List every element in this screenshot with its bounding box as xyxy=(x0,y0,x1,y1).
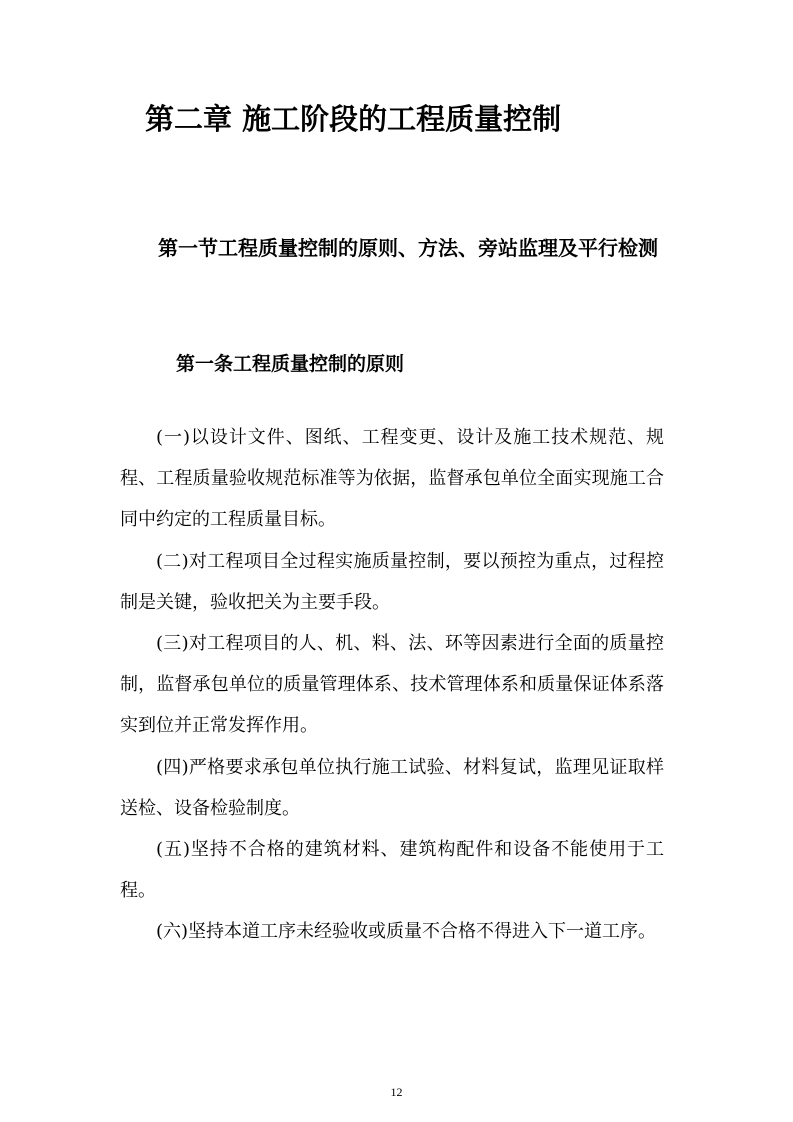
principle-paragraph-3: (三)对工程项目的人、机、料、法、环等因素进行全面的质量控制，监督承包单位的质量管理体系、技术管理体系和质量保证体系落实到位并正常发挥作用。 xyxy=(120,633,664,737)
page-number: 12 xyxy=(390,1085,403,1099)
principle-paragraph-5: (五)坚持不合格的建筑材料、建筑构配件和设备不能使用于工程。 xyxy=(120,839,664,902)
article-title: 第一条工程质量控制的原则 xyxy=(176,353,405,375)
chapter-title: 第二章 施工阶段的工程质量控制 xyxy=(145,102,562,136)
principle-paragraph-4: (四)严格要求承包单位执行施工试验、材料复试，监理见证取样送检、设备检验制度。 xyxy=(120,756,664,819)
article-body xyxy=(120,417,664,953)
principle-paragraph-6: (六)坚持本道工序未经验收或质量不合格不得进入下一道工序。 xyxy=(156,921,657,943)
principle-paragraph-1: (一)以设计文件、图纸、工程变更、设计及施工技术规范、规程、工程质量验收规范标准等为依据，监督承包单位全面实现施工合同中约定的工程质量目标。 xyxy=(120,427,664,531)
principle-paragraph-2: (二)对工程项目全过程实施质量控制，要以预控为重点，过程控制是关键，验收把关为主要手段。 xyxy=(120,550,664,613)
section-title: 第一节工程质量控制的原则、方法、旁站监理及平行检测 xyxy=(158,236,658,260)
